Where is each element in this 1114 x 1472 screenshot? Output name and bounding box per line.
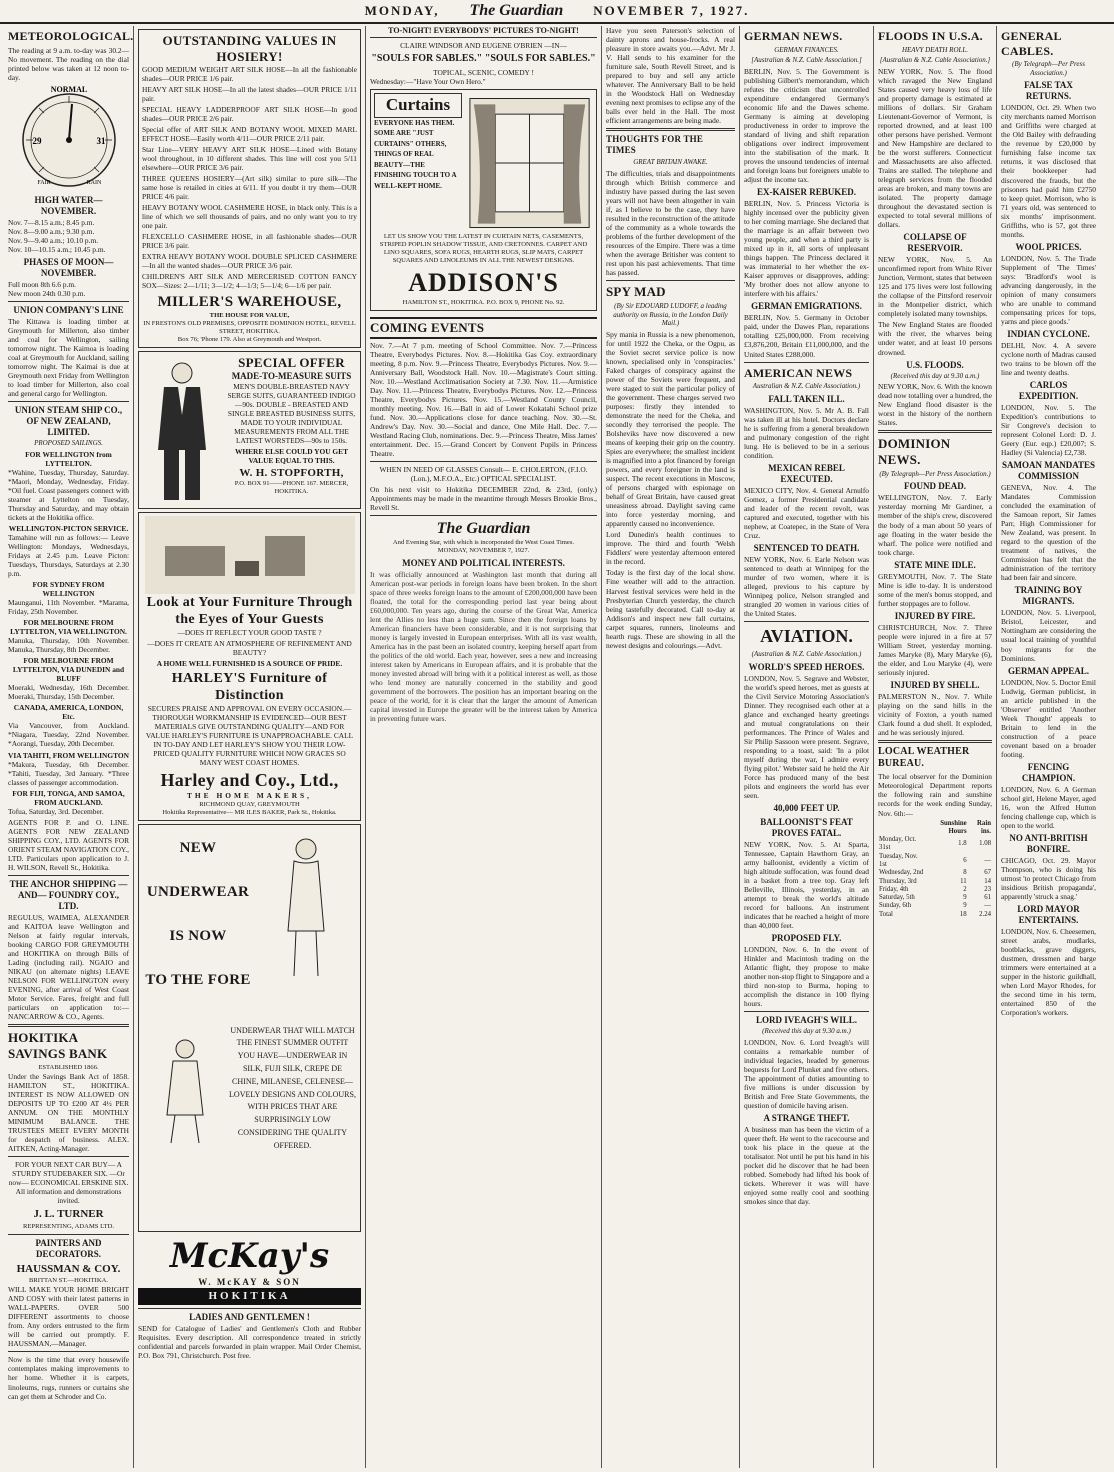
masthead-date: NOVEMBER 7, 1927. xyxy=(593,3,750,18)
curtains-left xyxy=(374,93,462,233)
hosiery-line: GOOD MEDIUM WEIGHT ART SILK HOSE—In all the fashionable shades—OUR PRICE 1/6 pair. xyxy=(142,64,357,83)
column-2 xyxy=(134,26,366,1468)
weather-cell: 9 xyxy=(963,902,967,910)
masthead-title: The Guardian xyxy=(469,2,564,19)
column-6 xyxy=(874,26,997,1468)
hosiery-list xyxy=(142,65,357,291)
suited-man-illustration-icon xyxy=(142,355,222,505)
weather-cell: 1.8 xyxy=(958,840,967,848)
harley-makers: THE HOME MAKERS, xyxy=(187,791,312,801)
car-text: FOR YOUR NEXT CAR BUY— A STURDY STUDEBAKER SIX. —Or now— ECONOMICAL ERSKINE SIX. All information and demonstrations invited. xyxy=(8,1160,129,1206)
millers-box: Box 76; 'Phone 179. Also at Greymouth and Westport. xyxy=(177,335,322,343)
curtains-ad xyxy=(370,89,597,311)
furniture-q1: —DOES IT REFLECT YOUR GOOD TASTE ? xyxy=(177,628,322,638)
weather-cell: 14 xyxy=(984,877,991,885)
turner-name: J. L. TURNER xyxy=(33,1208,104,1221)
seated-figure-illustration-icon xyxy=(145,1035,225,1145)
hosiery-line: HEAVY BOTANY WOOL CASHMERE HOSE, in black only. This is a line of which we sell thousands of pairs, and no only want you to try one pair. xyxy=(142,203,357,231)
german-sub: GERMAN FINANCES. xyxy=(774,45,839,54)
weather-row xyxy=(878,836,992,853)
haussman-name: HAUSSMAN & COY. xyxy=(16,1262,121,1275)
classes-text: WHEN IN NEED OF GLASSES Consult— E. CHOLERTON, (F.I.O. (Lon.), M.F.O.A., Etc.) OPTICAL SPECIALIST. xyxy=(379,465,588,484)
tide-row: Nov. 8—9.00 a.m.; 9.30 p.m. xyxy=(8,226,95,236)
union-title: UNION COMPANY'S LINE xyxy=(13,304,124,315)
pfl-text: LONDON, Nov. 6. In the event of Hinkler and Macintosh trading on the Atlantic flight, they propose to make another non-stop flight to Singapore and a third non-stop to Burma, hoping to accomplish the distance in 100 flying hours. xyxy=(744,945,869,1009)
harley-co: Harley and Coy., Ltd., xyxy=(160,769,339,790)
polish-text: Now is the time that every housewife contemplates making improvements to her home. Whether it is carpets, linoleums, rugs, runners or curtains she can get them at Schroder and Co. xyxy=(8,1355,129,1401)
barometer-dial-icon xyxy=(14,84,124,192)
weather-row xyxy=(878,878,992,886)
local-text: The local observer for the Dominion Meteorological Department reports the following rain and sunshine records for the week ending Sunday, Nov. 6th:— xyxy=(878,772,992,818)
mel2-title: FOR MELBOURNE FROM LYTTELTON, VIA DUNEDIN and BLUFF xyxy=(12,656,125,684)
tax-text: LONDON, Oct. 29. When two city merchants named Morrison and Griffiths were charged at the Old Bailey with defrauding the revenue by £20,000 by furnishing false income tax returns, it was disclosed that their bookkeeper had discovered the frauds, but the prisoners had paid him £2750 to keep quiet. Morrison, who is 71 years old, was sentenced to six months' imprisonment. Griffiths, who is 57, got three months. xyxy=(1001,103,1096,239)
thoughts-title: THOUGHTS FOR THE TIMES xyxy=(606,134,704,156)
thoughts-text: The difficulties, trials and disappointments through which British commerce and industry have passed during the last seven years will not have been altogether in vain if, as I believe to be the case, they have resulted in the reconstruction of the attitude of the community as a whole towards the problems of the further development of the resources of the Empire. There was a time when the average Britisher was content to rest upon his past achievements. That time has passed. xyxy=(606,168,735,278)
harley-addr: RICHMOND QUAY, GREYMOUTH xyxy=(199,800,300,808)
weather-cell: 2.24 xyxy=(979,910,991,918)
anchor-text: REGULUS, WAIMEA, ALEXANDER and KAITOA leave Wellington and Nelson at fairly regular intervals, booking CARGO FOR GREYMOUTH and HOKITIKA on through Bills of Lading (including rail). NGAIO and NIKAU (on alternate nights) LEAVE NELSON FOR WELLINGTON every EVENING, after arrival of West Coast Motor Service. Fares, freight and full particulars on application to:— NANCARROW & CO., Agents. xyxy=(8,912,129,1022)
dom-title: DOMINION NEWS. xyxy=(878,436,951,468)
bank-title: HOKITIKA SAVINGS BANK xyxy=(8,1030,108,1062)
met-text: The reading at 9 a.m. to-day was 30.2—No movement. The reading on the dial printed below was taken at 12 noon to-day. xyxy=(8,45,129,82)
reply-text: BERLIN, Nov. 5. Princess Victoria is highly incensed over the publicity given to her coming marriage. She declared that the marriage is an affair between two young people, and when a third party is mixed up in it, all sorts of unpleasant things happen. The Princess declared it was immaterial to her whether the ex-Kaiser approves or disapproves, adding: 'My brother does not allow anyone to interfere with his affairs.' xyxy=(744,199,869,299)
haussman-text: WILL MAKE YOUR HOME BRIGHT AND COSY with their latest patterns in WALL-PAPERS. OVER 500 DIFFERENT assortments to choose from. Any orders entrusted to the firm will be carried out promptly. F. HAUSSMAN,—Manager. xyxy=(8,1285,129,1349)
spy-text: Spy mania in Russia is a new phenomenon, for until 1922 the Cheka, or the Ogpu, as the Soviet secret service police is now known, specialised only in 'conspiracies.' Faked charges of conspiracy against the power of the Soviets were frequent, and were staged to suit the particular policy of the government. These charges served two purposes: firstly they intended to demonstrate the need for the Cheka, and secondly they terrorised the people. The Bolsheviks have now discovered a new means of keeping their grip on the country. Spies are everywhere; the smallest incident is magnified into a plot financed by foreign powers, and every foreigner in the land is suspect. The recent executions in Moscow, of persons charged with espionage on behalf of Great Britain, have caused great uneasiness abroad. Daylight saving came into force yesterday morning, and apparently caused no inconvenience. xyxy=(606,329,735,529)
fiji-title: FOR FIJI, TONGA, AND SAMOA, FROM AUCKLAND. xyxy=(12,788,125,807)
samoan-text: GENEVA, Nov. 4. The Mandates Commission concluded the examination of the Samoan report, Sir James Parr, High Commissioner for New Zealand, was present. In regard to the question of the treatment of natives, the Commission has felt that the administration of the territory had been fair and sincere. xyxy=(1001,483,1096,583)
column-4 xyxy=(602,26,740,1468)
hosiery-title: OUTSTANDING VALUES IN HOSIERY! xyxy=(162,33,337,64)
floods-text: NEW YORK, Nov. 5. The flood which ravaged the New England States caused very heavy loss of life and property damage is estimated at millions of dollars. Sir Graham Lieutenant-Governor of Vermont, is reported drowned, and at least 100 other persons have perished. Vermont and New Hampshire are declared to be the worst sufferers. Connecticut and Massachusetts are also affected. Trains are stalled. The telephone and telegraph services from the flooded areas are broken, and many towns are isolated. The property damage throughout the devastated section is expected to total several millions of dollars. xyxy=(878,66,992,230)
shell-text: PALMERSTON N., Nov. 7. While playing on the sand hills in the vicinity of Foxton, a youth named Clark found a dud shell. It exploded, and he was seriously injured. xyxy=(878,691,992,737)
bank-text: Under the Savings Bank Act of 1858. HAMILTON ST., HOKITIKA. INTEREST IS NOW ALLOWED ON DEPOSITS UP TO £200 AT 4½ PER ANNUM. ON THE MONTHLY MINIMUM BALANCE. THE TRUSTEES MEET EVERY MONTH for despatch of business. ALEX. AITKEN, Acting-Manager. xyxy=(8,1071,129,1154)
uss-welly-text: *Wahine, Tuesday, Thursday, Saturday. *Maori, Monday, Wednesday, Friday. *Oil fuel. Coast passengers connect with steamer at Lyttelton on Tuesday, Thursday and Saturday, and may obtain tickets at the Hokitika office. xyxy=(8,467,129,522)
weather-cell: Saturday, 5th xyxy=(879,894,915,902)
tide-row: Nov. 9—9.40 a.m.; 10.10 p.m. xyxy=(8,235,99,245)
paint-title: PAINTERS AND DECORATORS. xyxy=(35,1237,102,1259)
weather-cell: 6 xyxy=(963,856,967,864)
mex-title: MEXICAN REBEL EXECUTED. xyxy=(768,462,845,484)
hosiery-line: THREE QUEENS HOSIERY—(Art silk) similar to pure silk—The same hose is retailed in cities at 6/11. If you doubt it try them—OUR PRICE 4/6 pair. xyxy=(142,174,357,202)
cyclone-text: DELHI, Nov. 4. A severe cyclone north of Madras caused two trains to be blown off the line and twenty deaths. xyxy=(1001,340,1096,377)
hosiery-ad xyxy=(138,29,361,348)
mayor-text: LONDON, Nov. 6. Cheesemen, street arabs, mudlarks, bootblacks, grave diggers, dustmen, dressmen and barge trimmers were entertained at a supper in the historic guildhall, when Lord Mayor Rhodes, for the second time in his term, entertained 850 of the Corporation's workers. xyxy=(1001,926,1096,1018)
mel2-text: Moeraki, Wednesday, 16th December. Moeraki, Thursday, 15th December. xyxy=(8,683,129,702)
stopforth-name: W. H. STOPFORTH, xyxy=(239,466,344,479)
coming-title: COMING EVENTS xyxy=(370,317,597,339)
uw-line-3: IS NOW xyxy=(169,928,227,945)
film-sub: TOPICAL, SCENIC, COMEDY ! xyxy=(433,67,534,77)
boys-title: TRAINING BOY MIGRANTS. xyxy=(1014,585,1083,607)
weather-row xyxy=(878,902,992,910)
mckays-town: HOKITIKA xyxy=(138,1288,361,1305)
appeal-text: LONDON, Nov. 5. Doctor Emil Ludwig, German publicist, in an article published in the 'Observer' entitled 'Another Week Thought' appeals to Britain to lend in the construction of a peace covenant based on a broader footing. xyxy=(1001,677,1096,759)
hosiery-line: Special offer of ART SILK AND BOTANY WOOL MIXED MARL EFFECT HOSE—Easily worth 4/11—OUR PRICE 2/11 pair. xyxy=(142,124,357,143)
furniture-room-illustration-icon xyxy=(145,516,355,594)
curtains-title: Curtains xyxy=(374,93,462,118)
uss-sub: PROPOSED SAILINGS. xyxy=(34,438,103,447)
record-title: 40,000 FEET UP. xyxy=(773,803,840,814)
weather-cell: 67 xyxy=(984,869,991,877)
bonfire-title: NO ANTI-BRITISH BONFIRE. xyxy=(1009,832,1088,854)
union-text: The Kittawa is loading timber at Greymouth for Millerton, also timber and coal for Wellington, sailing tomorrow night. The Kaimoa is loading coal at Greymouth for Auckland, sailing tomorrow night. The Kaimai is due at Greymouth next Friday from Wellington to load timber for Millerton, also coal and general cargo for Wellington. xyxy=(8,316,129,399)
bonfire-text: CHICAGO, Oct. 29. Mayor Thompson, who is doing his utmost 'to protect Chicago from insidious British propaganda', apparently 'struck a snag.' xyxy=(1001,855,1096,901)
hosiery-line: HEAVY ART SILK HOSE—In all the latest shades—OUR PRICE 1/11 pair. xyxy=(142,84,357,103)
balloon-text: NEW YORK, Nov. 5. At Sparta, Tennessee, Captain Hawthorn Gray, an army balloonist, evidently a victim of high altitude suffocation, was found dead in a basket from a tree top. Gray left Belleville, Illinois, yesterday, in an attempt to break the world's altitude record for balloons. An instrument indicates that he reached a height of more than 40,000 feet. xyxy=(744,839,869,931)
paterson-text: Have you seen Paterson's selection of dainty aprons and house-frocks. A real pleasure in store awaits you.—Advt. Mr J. V. Hall sends to his examiner for the furniture sale, South Revell Street, and is prepared to buy and sell any article whatever. The Anniversary Ball to be held in the Woodstock Hall on Wednesday evening next promises to eclipse any of the balls ever held in the Hall. The most efficient arrangements are being made. xyxy=(606,26,735,126)
tahiti-text: *Makura, Tuesday, 6th December. *Tahiti, Tuesday, 3rd January. *Three classes of passenger accommodation. xyxy=(8,759,129,787)
special-title: SPECIAL OFFER xyxy=(238,354,345,370)
underwear-headline xyxy=(143,839,253,990)
aviation-sub: (Australian & N.Z. Cable Association.) xyxy=(751,650,862,659)
millers-addr: IN FRESTON'S OLD PREMISES, OPPOSITE DOMINION HOTEL, REVELL STREET, HOKITIKA. xyxy=(143,319,356,335)
weather-cell: 8 xyxy=(963,869,967,877)
agents-text: AGENTS FOR P. and O. LINE. AGENTS FOR NEW ZEALAND SHIPPING COY., LTD. AGENTS FOR ORIENT STEAM NAVIGATION COY., LTD. Particulars upon application to J. H. WILSON, Revell St., Hokitika. xyxy=(8,817,129,872)
dial-right-num: 31 xyxy=(96,135,105,146)
mine-text: GREYMOUTH, Nov. 7. The State Mine is idle to-day. It is understood some of the men's bonus stopped, and further stoppages are to follow. xyxy=(878,571,992,608)
iveagh-title: LORD IVEAGH'S WILL. xyxy=(755,1015,858,1026)
wp-title: WELLINGTON-PICTON SERVICE. xyxy=(8,523,129,533)
uss-welly-title: FOR WELLINGTON from LYTTELTON. xyxy=(25,449,112,468)
floods-title: FLOODS IN U.S.A. xyxy=(878,29,983,43)
furniture-ad xyxy=(138,512,361,821)
column-1 xyxy=(4,26,134,1468)
weather-header: Sunshine Hours xyxy=(940,819,967,835)
stopforth-box: P.O. BOX 91——PHONE 167. MERCER, HOKITIKA. xyxy=(234,480,349,496)
carlos-title: CARLOS EXPEDITION. xyxy=(1018,380,1079,401)
tide-title: HIGH WATER—NOVEMBER. xyxy=(34,194,103,216)
guardian-title: The Guardian xyxy=(436,520,531,538)
dial-left-label: FAIR xyxy=(36,179,51,186)
film-title-2: "SOULS FOR SABLES." xyxy=(484,52,596,64)
column-3 xyxy=(366,26,602,1468)
addisons-name: ADDISON'S xyxy=(408,268,559,298)
wool-text: LONDON, Nov. 5. The Trade Supplement of 'The Times' says: 'Bradford's wool is advancing dangerously, in the opinion of many consumers who are unable to command compensating prices for tops, yarns and piece goods.' xyxy=(1001,253,1096,326)
champion-title: FENCING CHAMPION. xyxy=(1021,761,1076,783)
curtains-top xyxy=(374,93,593,233)
tax-title: FALSE TAX RETURNS. xyxy=(1024,80,1073,102)
weather-cell: Monday, Oct. 31st xyxy=(879,836,917,852)
mine-title: STATE MINE IDLE. xyxy=(894,559,976,570)
col3-split xyxy=(370,314,597,726)
dial-left-num: 29 xyxy=(32,135,41,146)
found-text: WELLINGTON, Nov. 7. Early yesterday morning Mr Gardiner, a member of the ship's crew, discovered the body of a man about 50 years of age floating in the water beside the wharf. The police were notified and took charge. xyxy=(878,493,992,557)
cyclone-title: INDIAN CYCLONE. xyxy=(1007,328,1090,339)
curtains-text: EVERYONE HAS THEM. SOME ARE "JUST CURTAINS" OTHERS, THINGS OF REAL BEAUTY—THE FINISHING TOUCH TO A WELL-KEPT HOME. xyxy=(374,118,457,190)
dial-right-label: RAIN xyxy=(86,179,101,186)
guardian-date: MONDAY, NOVEMBER 7, 1927. xyxy=(437,546,530,554)
german-text: BERLIN, Nov. 5. The Government is publishing Gilbert's memorandum, which refutes the criticism that uncontrolled expenditure endangered Germany's economic life and the Dawes scheme. Germany is aiming at developing productiveness in order to improve the standard of living and shift reparation obligations over indirect improvement into the stabilisation of the mark. It proves the unsound tendencies of internal and foreign loans but foreigners unable to adjust the income tax. xyxy=(744,66,869,185)
furniture-q2: —DOES IT CREATE AN ATMOSPHERE OF REFINEMENT AND BEAUTY? xyxy=(147,639,352,658)
film-wed: Wednesday:—"Have Your Own Hero." xyxy=(370,77,486,86)
money-title: MONEY AND POLITICAL INTERESTS. xyxy=(402,557,565,568)
german-assoc: [Australian & N.Z. Cable Association.] xyxy=(751,56,862,65)
haussman-addr: BRITTAN ST.—HOKITIKA. xyxy=(28,1277,108,1285)
anchor-title: THE ANCHOR SHIPPING —AND— FOUNDRY COY., LTD. xyxy=(9,878,128,911)
guardian-sub: And Evening Star, with which is incorporated the West Coast Times. xyxy=(392,538,575,546)
millers-name: MILLER'S WAREHOUSE, xyxy=(157,294,342,311)
millers-sub: THE HOUSE FOR VALUE, xyxy=(209,311,290,319)
moon-row: Full moon 8th 6.6 p.m. xyxy=(8,279,76,289)
sent-title: SENTENCED TO DEATH. xyxy=(753,542,860,553)
res-text: NEW YORK, Nov. 5. An unconfirmed report from White River Junction, Vermont, states that between 125 and 175 lives were lost following the collapse of the Pittsford reservoir in the Montpelier district, which completely isolated many townships. xyxy=(878,255,992,319)
found-title: FOUND DEAD. xyxy=(904,481,966,492)
syd-text: Maunganui, 11th November. *Marama, Friday, 25th November. xyxy=(8,598,129,617)
uw-line-2: UNDERWEAR xyxy=(146,883,250,900)
column-5 xyxy=(740,26,874,1468)
weather-header xyxy=(878,820,925,837)
classes-more: On his next visit to Hokitika DECEMBER 22nd, & 23rd, (only.) Appointments may be made in the meantime through Messrs Brookie Bros., Revell St. xyxy=(370,485,597,513)
weather-cell: Thursday, 3rd xyxy=(879,877,917,885)
weather-cell: 1.08 xyxy=(979,840,991,848)
money-text: It was officially announced at Washington last month that during all American post-war periods in foreign loans have been broken. In the short space of three weeks foreign loans to the amount of £200,000,000 have been floated, the total for the corresponding period last year being about £60,000,000. Ten years ago, during the course of the Great War, America lent the Allies no less than a huge sum. Since then the foreign loans by American financiers have been considerable, and it is not surprising that money is largely invested in European enterprises. With all its vast wealth, America has in the past been an isolated country, keeping herself apart from the politics of the old world. Each year, however, sees a new and increasing interest taken by Americans in European affairs, and it is probable that the money invested abroad will bring with it a political interest as well, as those who lend money are naturally concerned in the stability and good government of the borrowers. The position has an important bearing on the peace of the world, for it is clear that the larger the amount of American capital invested in Europe the greater will be the interest taken by America in preventing future wars. xyxy=(370,569,597,724)
weather-cell: — xyxy=(984,902,991,910)
can-title: CANADA, AMERICA, LONDON, Etc. xyxy=(13,703,124,722)
weather-cell: 23 xyxy=(984,885,991,893)
ladies-text: SEND for Catalogue of Ladies' and Gentlemen's Cloth and Rubber Requisites. Every description. All correspondence treated in strictly confidential and parcels forwarded in plain wrapper. Mail Order Chemist, P.O. Box 791, Christchurch. Post free. xyxy=(138,1324,361,1361)
theft-text: A business man has been the victim of a queer theft. He went to the racecourse and took his place in the queue at the totalisator. Not until he put his hand in his pocket did he discover that he had been robbed. Somebody had lifted his book of tickets. Wherever it was will have enjoyed some really cool and soothing smokes since that day. xyxy=(744,1125,869,1207)
masthead-day: MONDAY, xyxy=(364,3,440,18)
film-title-1: "SOULS FOR SABLES." xyxy=(371,52,483,64)
fiddlers-text: Lord Dunedin's health continues to improve. The third and fourth 'Welsh Fiddlers' were yesterday afternoon entered in the record. xyxy=(606,530,735,567)
turner-sub: REPRESENTING, ADAMS LTD. xyxy=(23,1222,114,1230)
hosiery-line: CHILDREN'S ART SILK AND MERCERISED COTTON FANCY SOX—Sizes: 2—1/11; 3—1/2; 4—1/3; 5—1/4; 6—1/6 per pair. xyxy=(142,272,357,291)
suits-text-block xyxy=(226,355,357,505)
uw-line-4: TO THE FORE xyxy=(145,972,251,989)
syd-title: FOR SYDNEY FROM WELLINGTON xyxy=(32,579,105,598)
mex-text: MEXICO CITY, Nov. 4. General Arnulfo Gomez, a former Presidential candidate and leader of the recent revolt, was captured and executed, together with his nephew, at Coatepec, in the State of Vera Cruz. xyxy=(744,485,869,540)
column-7 xyxy=(997,26,1100,1468)
mckays-sub: W. McKAY & SON xyxy=(198,1277,301,1288)
hosiery-line: SPECIAL HEAVY LADDERPROOF ART SILK HOSE—In good shades—OUR PRICE 2/6 pair. xyxy=(142,104,357,123)
tide-list xyxy=(8,218,129,254)
uw-text: UNDERWEAR THAT WILL MATCH THE FINEST SUMMER OUTFIT YOU HAVE—UNDERWEAR IN SILK, FUJI SILK, CREPE DE CHINE, MILANESE, CELENESE—LOVELY DESIGNS AND COLOURS, WITH PRICES THAT ARE SURPRISINGLY LOW CONSIDERING THE QUALITY OFFERED. xyxy=(229,1025,356,1150)
reply-title: EX-KAISER REBUKED. xyxy=(756,187,857,198)
columns xyxy=(4,26,1110,1468)
uss-title: UNION STEAM SHIP CO., OF NEW ZEALAND, LIMITED. xyxy=(14,405,123,437)
amer-title: AMERICAN NEWS xyxy=(744,365,853,380)
samoan-title: SAMOAN MANDATES COMMISSION xyxy=(1001,460,1096,482)
us-text: NEW YORK, Nov. 6. With the known dead now totalling over a hundred, the New England flood disaster is the worst in the history of the northern States. xyxy=(878,382,992,428)
us-title: U.S. FLOODS. xyxy=(906,359,964,370)
spy-sub: (By Sir EDOUARD LUDOFF, a leading authority on Russia, in the London Daily Mail.) xyxy=(613,302,728,328)
floods-sub: HEAVY DEATH ROLL. xyxy=(901,45,969,54)
weather-header-row xyxy=(878,820,992,837)
fire-title: INJURED BY FIRE. xyxy=(894,610,976,621)
coming-text: Nov. 7.—At 7 p.m. meeting of School Committee. Nov. 7.—Princess Theatre, Everybodys Pictures. Nov. 8.—Hokitika Gas Coy. extraordinary meeting, 8 p.m. Nov. 9.—Princess Theatre, Everybodys Pictures. Nov. 9.—Anniversary Ball, Woodstock Hall. Nov. 10.—Magistrate's Court sitting. Nov. 10.—Westland Acclimatisation Society at 7.30. Nov. 11.—Armistice Day. Nov. 11.—Princess Theatre, Everybodys Pictures. Nov. 12.—Princess Theatre, Everybodys Pictures. Nov. 15.—Westland County Council, monthly meeting. Nov. 16.—Ball in aid of Lower Kokatahi School prize fund. Nov. 30.—Applications close for dance teaching. Nov. 30.—St. Andrew's Day. Nov. 30.—Social and dance, One Mile Hall. Dec. 7.—Westland Racing Club, nominations. Dec. 9.—Princess Theatre, Miss James' entertainment. Dec. 15.—Grand Concert by Convent Pupils in Princess Theatre. xyxy=(370,340,598,459)
addisons-addr: HAMILTON ST., HOKITIKA. P.O. BOX 9, PHONE No. 92. xyxy=(402,298,565,306)
cables-title: GENERAL CABLES. xyxy=(1001,29,1062,58)
pictures-bar: TO-NIGHT! EVERYBODYS' PICTURES TO-NIGHT! xyxy=(370,26,597,38)
mckays-script: McKay's xyxy=(169,1235,330,1276)
weather-cell: Tuesday, Nov. 1st xyxy=(879,852,918,868)
weather-row xyxy=(878,894,992,902)
emig-text: BERLIN, Nov. 5. Germany in October paid, under the Dawes Plan, reparations totalling £25,000,000. From receiving £3,876,200, Britain £11,000,000, and the United States £288,000. xyxy=(744,313,869,359)
hero-text: LONDON, Nov. 5. Segrave and Webster, the world's speed heroes, met as guests at the Civil Service Motoring Association's Dinner. They recognised each other at a glance and exchanged hearty greetings and mutual congratulations on their performances. The Prince of Wales and Sir Philip Sassoon were present. Segrave, responding to a toast, said: 'In a pilot myself during the war, I admire every flying pilot.' Webster said he held the Air Force has produced many of the best pilots and engineers the world has ever seen. xyxy=(744,673,869,801)
mel-title: FOR MELBOURNE FROM LYTTELTON, VIA WELLINGTON. xyxy=(10,618,127,637)
weather-cell: 11 xyxy=(960,877,967,885)
thoughts-sub: GREAT BRITAIN AWAKE. xyxy=(633,158,708,167)
can-text: Via Vancouver, from Auckland. *Niagara, Tuesday, 22nd November. *Aorangi, Tuesday, 20th December. xyxy=(8,721,129,749)
special-text: MEN'S DOUBLE-BREASTED NAVY SERGE SUITS, GUARANTEED INDIGO—90s. DOUBLE - BREASTED AND SINGLE BREASTED BUSINESS SUITS, MADE TO YOUR INDIVIDUAL MEASUREMENTS FROM ALL THE LATEST WORSTEDS—90s to 150s. xyxy=(227,381,356,445)
weather-cell: Sunday, 6th xyxy=(879,902,912,910)
special-sub: MADE-TO-MEASURE SUITS xyxy=(231,370,352,381)
balloon-title: BALLOONIST'S FEAT PROVES FATAL. xyxy=(760,817,853,838)
hosiery-line: FLEXCELLO CASHMERE HOSE, in all fashionable shades—OUR PRICE 3/6 pair. xyxy=(142,232,357,251)
furniture-title: Look at Your Furniture Through the Eyes of Your Guests xyxy=(146,594,353,627)
weather-table xyxy=(878,820,992,919)
weather-row xyxy=(878,911,992,919)
boys-text: LONDON, Nov. 5. Liverpool, Bristol, Leicester, and Nottingham are considering the usual local training of youthful boy migrants for the Dominions. xyxy=(1001,608,1096,663)
col3-left xyxy=(370,314,597,726)
weather-cell: Friday, 4th xyxy=(879,885,909,893)
german-title: GERMAN NEWS. xyxy=(744,29,843,43)
iveagh-sub: (Received this day at 9.30 a.m.) xyxy=(762,1027,851,1036)
mackay-text: Today is the first day of the local show. Fine weather will add to the attraction. Harvest festival services were held in the Presbyterian Church yesterday, the church being tastefully decorated. Call to-day at Addison's and inspect new fall curtains, carpet squares, runners, linoleums and hearth rugs. These are showing in all the newest designs and colourings.—Advt. xyxy=(606,568,735,650)
weather-row xyxy=(878,869,992,877)
fire-text: CHRISTCHURCH, Nov. 7. Three people were injured in a fire at 57 William Street, yesterday morning. James Maryke (8), Mary Maryke (6), the elder, and Lou Maryke (4), were seriously injured. xyxy=(878,622,992,677)
res-title: COLLAPSE OF RESERVOIR. xyxy=(903,232,967,254)
uw-line-1: NEW xyxy=(179,839,217,856)
harley-rep: Hokitika Representative— MR ILES BAKER, Park St., Hokitika. xyxy=(162,808,337,816)
film-titles xyxy=(370,53,597,65)
harleys-text: SECURES PRAISE AND APPROVAL ON EVERY OCCASION.—THOROUGH WORKMANSHIP IS EVIDENCED—OUR BEST MATERIALS GIVE OUTSTANDING QUALITY—AND FOR VALUE HARLEY'S FURNITURE IS UNAPPROACHABLE. CALL IN TO-DAY AND LET HARLEY'S SHOW YOU THEIR LOW-PRICED QUALITY FURNITURE WHICH NOW GRACES SO MANY WEST COAST HOMES. xyxy=(145,704,354,768)
emig-title: GERMAN EMIGRATIONS. xyxy=(751,301,862,312)
mel-text: Manuka, Thursday, 10th November. Manuka, Thursday, 8th December. xyxy=(8,636,129,655)
underwear-ad xyxy=(138,824,361,1232)
weather-cell: Wednesday, 2nd xyxy=(879,869,924,877)
fall-title: FALL TAKEN ILL. xyxy=(768,393,845,404)
dial-top-label: NORMAL xyxy=(50,84,87,94)
aviation-title: AVIATION. xyxy=(760,626,853,647)
ladies-title: LADIES AND GENTLEMEN ! xyxy=(189,1312,310,1323)
us-sub: (Received this day at 9.30 a.m.) xyxy=(890,371,980,380)
lingerie-figure-illustration-icon xyxy=(256,831,356,981)
pictures-stars: CLAIRE WINDSOR AND EUGENE O'BRIEN —IN— xyxy=(400,40,567,50)
weather-row xyxy=(878,886,992,894)
hero-title: WORLD'S SPEED HEROES. xyxy=(748,661,865,672)
appeal-title: GERMAN APPEAL. xyxy=(1008,665,1089,676)
spy-title: SPY MAD xyxy=(606,284,666,300)
mckays-logo xyxy=(138,1236,361,1306)
tide-row: Nov. 10—10.15 a.m.; 10.45 p.m. xyxy=(8,244,106,254)
fiji-text: Tofua, Saturday, 3rd. December. xyxy=(8,806,104,816)
weather-cell: 9 xyxy=(963,894,967,902)
iveagh-text: LONDON, Nov. 6. Lord Iveagh's will contains a remarkable number of individual legacies, headed by generous bequests for Lord Plunket and five others. The appointment of duties amounting to five millions is under discussion by British and Free State Governments, the question of domicile having arisen. xyxy=(744,1037,869,1111)
weather-cell: Total xyxy=(879,910,893,918)
moon-row: New moon 24th 0.30 p.m. xyxy=(8,288,86,298)
weather-cell: — xyxy=(984,856,991,864)
special-cta: WHERE ELSE COULD YOU GET VALUE EQUAL TO THIS. xyxy=(234,446,349,465)
fall-text: WASHINGTON, Nov. 5. Mr A. B. Fall was taken ill at his hotel. Doctors declare he is suffering from a general breakdown and pulmonary congestion of the right lung. He is believed to be in a serious condition. xyxy=(744,405,869,460)
masthead xyxy=(0,0,1114,24)
sent-text: NEW YORK, Nov. 6. Earle Nelson was sentenced to death at Winnipeg for the murder of two women, where it is alleged, previous to his capture by Winnipeg police, Nelson strangled and strangled 20 women in various cities of the United States. xyxy=(744,554,869,619)
champion-text: LONDON, Nov. 6. A German school girl, Helene Mayer, aged 16, won the Alfred Hutton fencing challenge cup, which is open to the world. xyxy=(1001,784,1096,830)
weather-cell: 2 xyxy=(963,885,967,893)
tide-row: Nov. 7—8.15 a.m.; 8.45 p.m. xyxy=(8,217,95,227)
suits-ad xyxy=(138,351,361,509)
weather-cell: 61 xyxy=(984,894,991,902)
shell-title: INJURED BY SHELL. xyxy=(890,679,980,690)
theft-title: A STRANGE THEFT. xyxy=(763,1113,850,1124)
curtains-ad-text: LET US SHOW YOU THE LATEST IN CURTAIN NETS, CASEMENTS, STRIPED POPLIN SHADOW TISSUE, AND CRETONNES. CARPET AND LINO SQUARES, SOFA RUGS, HEARTH RUGS, SLIP MATS, CARPET SQUARES AND LINOLEUMS IN ALL THE NEWEST DESIGNS. xyxy=(379,233,588,265)
floods2-text: The New England States are flooded with the river, the wharves being under water, and at least 10 persons drowned. xyxy=(878,320,992,357)
weather-row xyxy=(878,853,992,870)
weather-body xyxy=(878,836,992,919)
wool-title: WOOL PRICES. xyxy=(1015,241,1082,252)
curtained-window-illustration-icon xyxy=(466,93,593,233)
weather-header: Rain ins. xyxy=(977,819,991,835)
wp-text: Tamahine will run as follows:— Leave Wellington: Mondays, Wednesdays, Fridays at 2.45 p.m. Leave Picton: Tuesdays, Thursdays, Saturdays at 2.30 p.m. xyxy=(8,532,129,578)
weather-cell: 18 xyxy=(959,910,967,918)
pfl-title: PROPOSED FLY. xyxy=(771,933,842,944)
bank-est: ESTABLISHED 1866. xyxy=(38,1063,99,1071)
harleys-title: HARLEY'S Furniture of Distinction xyxy=(171,671,328,704)
met-title: METEOROLOGICAL. xyxy=(8,29,134,43)
moon-title: PHASES OF MOON—NOVEMBER. xyxy=(23,256,114,278)
amer-sub: Australian & N.Z. Cable Association.) xyxy=(752,382,861,391)
furniture-slogan: A HOME WELL FURNISHED IS A SOURCE OF PRIDE. xyxy=(156,659,343,669)
carlos-text: LONDON, Nov. 5. The Expedition's contributions to Sir Congreve's decision to represent Colonel Lord: D. J. Geery (Eur. eqp.) £20,007; S. Hadley (Si Valencia) £2,738. xyxy=(1001,402,1096,458)
local-title: LOCAL WEATHER BUREAU. xyxy=(878,746,970,770)
hosiery-line: Star Line—VERY HEAVY ART SILK HOSE—Lined with Botany wool throughout, in 10 different shades. This line will cost you 5/11 elsewhere—OUR PRICE 3/6 pair. xyxy=(142,144,357,173)
dom-sub: (By Telegraph—Per Press Association.) xyxy=(879,469,991,478)
hosiery-line: EXTRA HEAVY BOTANY WOOL DOUBLE SPLICED CASHMERE—In all the wanted shades—OUR PRICE 3/6 pair. xyxy=(142,252,357,271)
tahiti-title: VIA TAHITI, FROM WELLINGTON xyxy=(8,750,130,760)
floods-assoc: [Australian & N.Z. Cable Association.] xyxy=(879,56,991,65)
mayor-title: LORD MAYOR ENTERTAINS. xyxy=(1017,904,1080,925)
cables-sub: (By Telegraph—Per Press Association.) xyxy=(1012,60,1085,77)
